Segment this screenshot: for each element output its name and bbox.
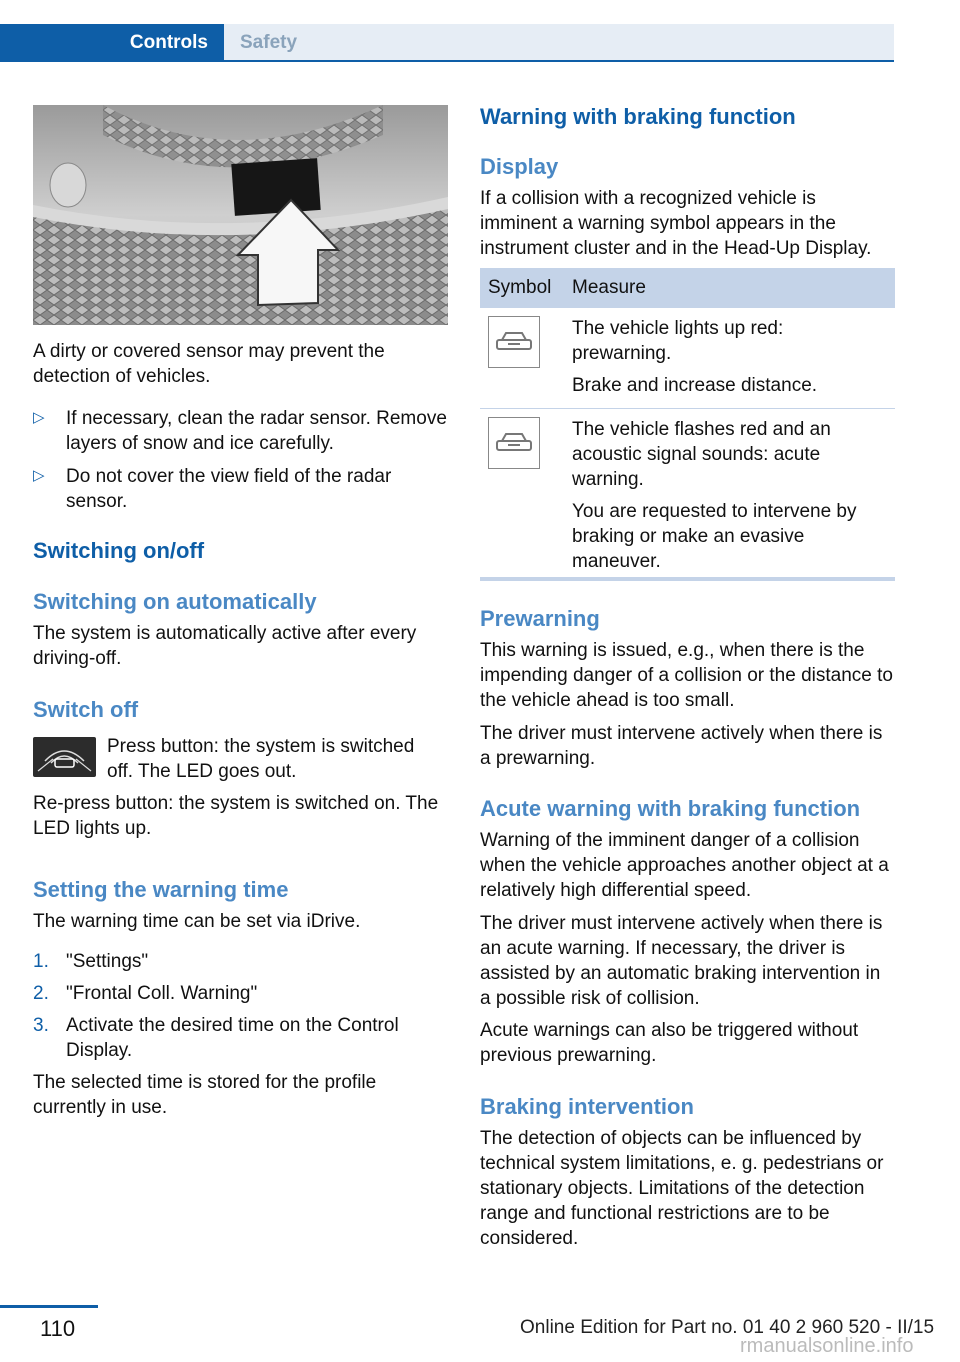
acute-text-1: Warning of the imminent danger of a collision when the vehicle approaches another object at a relatively high differential speed. [480, 830, 889, 901]
watermark: rmanualsonline.info [740, 1335, 914, 1357]
triangle-bullet-icon: ▷ [33, 409, 45, 426]
intervention-text: The detection of objects can be influenced by technical system limitations, e. g. pedestrians or stationary objects. Limitations of the detection range and functional restrictions are to be considered. [480, 1128, 884, 1249]
table-row: The vehicle lights up red: prewarning. Brake and increase distance. [480, 308, 895, 409]
list-item: 2. "Frontal Coll. Warning" [33, 983, 258, 1004]
stored-text: The selected time is stored for the profile currently in use. [33, 1072, 377, 1118]
list-item: ▷ Do not cover the view field of the radar sensor. [33, 466, 392, 512]
display-text: If a collision with a recognized vehicle is imminent a warning symbol appears in the instrument cluster and in the Head-Up Display. [480, 188, 872, 259]
footer-divider [0, 1305, 98, 1308]
header-divider [0, 60, 894, 62]
warning-time-text: The warning time can be set via iDrive. [33, 911, 361, 932]
acute-text-2: The driver must intervene actively when there is an acute warning. If necessary, the driver is assisted by an automatic braking intervention in a possible risk of collision. [480, 913, 883, 1009]
tab-controls[interactable]: Controls [0, 24, 224, 62]
heading-acute-warning: Acute warning with braking function [480, 796, 861, 821]
repress-text: Re-press button: the system is switched on. The LED lights up. [33, 793, 439, 839]
symbol-table [480, 268, 895, 584]
table-header-measure: Measure [564, 268, 895, 308]
list-item: 1. "Settings" [33, 951, 149, 972]
vehicle-warning-icon [488, 316, 540, 368]
edition-text: Online Edition for Part no. 01 40 2 960 520 - II/15 [520, 1317, 935, 1338]
switch-off-text: Press button: the system is switched off. The LED goes out. [107, 736, 415, 782]
triangle-bullet-icon: ▷ [33, 467, 45, 484]
sensor-intro: A dirty or covered sensor may prevent the detection of vehicles. [33, 341, 385, 387]
heading-warning-time: Setting the warning time [33, 877, 289, 902]
heading-switching-auto: Switching on automatically [33, 589, 317, 614]
heading-warning-braking: Warning with braking function [480, 104, 796, 129]
prewarning-text-2: The driver must intervene actively when there is a prewarning. [480, 723, 883, 769]
table-header-symbol: Symbol [480, 268, 564, 308]
list-item: 3. Activate the desired time on the Control Display. [33, 1015, 399, 1061]
tab-safety[interactable]: Safety [224, 24, 894, 62]
heading-switching: Switching on/off [33, 538, 205, 563]
vehicle-warning-icon [488, 417, 540, 469]
prewarning-text-1: This warning is issued, e.g., when there is the impending danger of a collision or the distance to the vehicle ahead is too small. [480, 640, 893, 711]
radar-sensor-photo [33, 105, 448, 325]
collision-warning-button-icon [33, 737, 96, 777]
acute-text-3: Acute warnings can also be triggered without previous prewarning. [480, 1020, 859, 1066]
heading-braking-intervention: Braking intervention [480, 1094, 694, 1119]
list-item: ▷ If necessary, clean the radar sensor. Remove layers of snow and ice carefully. [33, 408, 447, 454]
page-header [0, 0, 960, 62]
auto-text: The system is automatically active after every driving-off. [33, 623, 417, 669]
page-number: 110 [40, 1316, 76, 1341]
heading-display: Display [480, 154, 559, 179]
table-end-rule [480, 577, 895, 581]
table-row: The vehicle flashes red and an acoustic signal sounds: acute warning. You are requested to intervene by braking or make an evasive maneuver. [480, 409, 895, 585]
heading-switch-off: Switch off [33, 697, 139, 722]
heading-prewarning: Prewarning [480, 606, 600, 631]
